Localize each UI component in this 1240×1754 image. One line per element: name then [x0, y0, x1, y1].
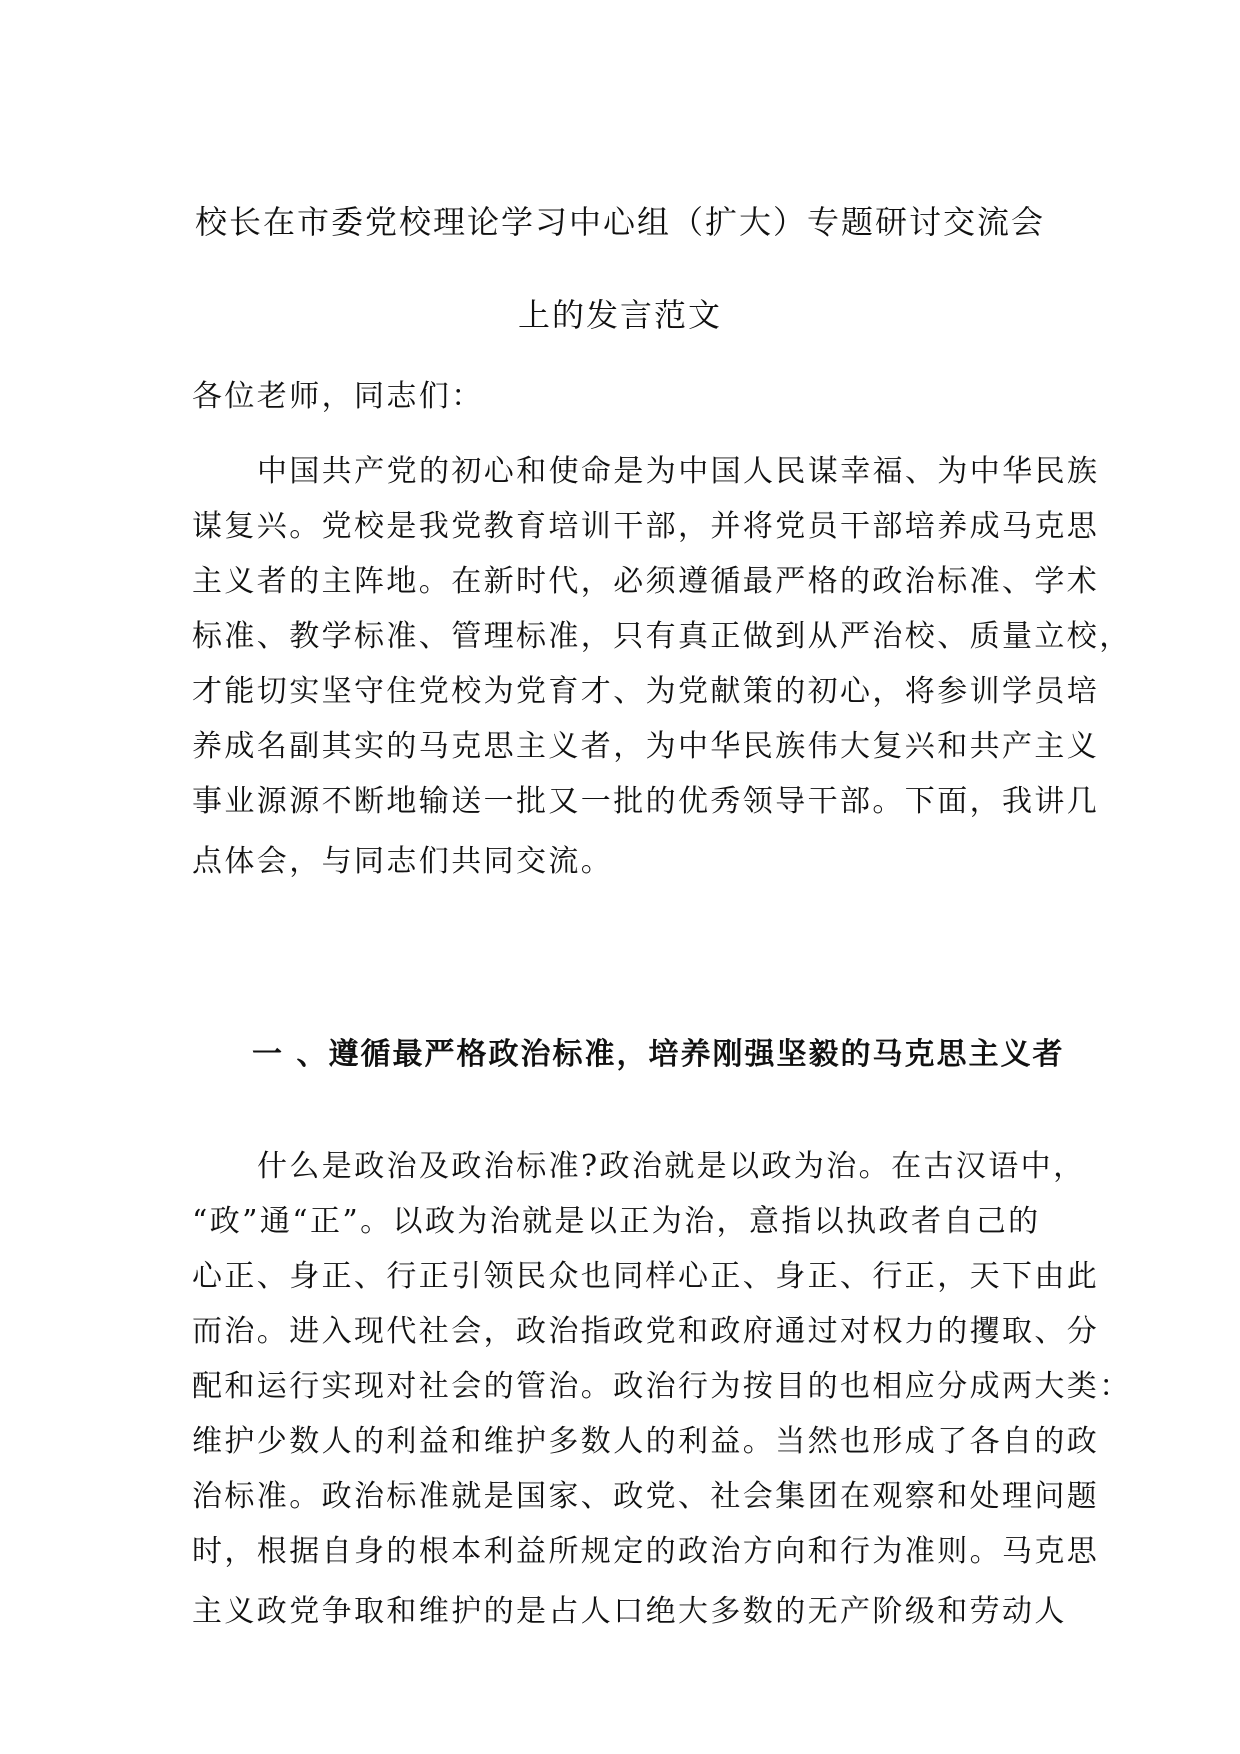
paragraph-1-line: 事业源源不断地输送一批又一批的优秀领导干部。下面，我讲几	[192, 784, 1100, 819]
paragraph-1-line: 标准、教学标准、管理标准，只有真正做到从严治校、质量立校，	[192, 619, 1132, 654]
paragraph-2-line: 维护少数人的利益和维护多数人的利益。当然也形成了各自的政	[192, 1424, 1100, 1459]
salutation: 各位老师，同志们：	[192, 379, 484, 414]
paragraph-1-line: 谋复兴。党校是我党教育培训干部，并将党员干部培养成马克思	[192, 509, 1100, 544]
paragraph-1-line: 才能切实坚守住党校为党育才、为党献策的初心，将参训学员培	[192, 674, 1100, 709]
document-title-line-2: 上的发言范文	[517, 296, 722, 334]
paragraph-2-line: 时，根据自身的根本利益所规定的政治方向和行为准则。马克思	[192, 1534, 1100, 1569]
paragraph-1-line: 养成名副其实的马克思主义者，为中华民族伟大复兴和共产主义	[192, 729, 1100, 764]
paragraph-1-line: 主义者的主阵地。在新时代，必须遵循最严格的政治标准、学术	[192, 564, 1100, 599]
paragraph-1-line: 点体会，与同志们共同交流。	[192, 844, 614, 879]
section-1-heading: 一 、遵循最严格政治标准，培养刚强坚毅的马克思主义者	[252, 1037, 1065, 1072]
document-title-line-1: 校长在市委党校理论学习中心组（扩大）专题研讨交流会	[194, 203, 1045, 241]
paragraph-1-line: 中国共产党的初心和使命是为中国人民谋幸福、为中华民族	[257, 454, 1100, 489]
paragraph-2-line: 心正、身正、行正引领民众也同样心正、身正、行正，天下由此	[192, 1259, 1100, 1294]
paragraph-2-line: 治标准。政治标准就是国家、政党、社会集团在观察和处理问题	[192, 1479, 1100, 1514]
paragraph-2-line: 什么是政治及政治标准?政治就是以政为治。在古汉语中，	[257, 1149, 1086, 1184]
paragraph-2-line: 主义政党争取和维护的是占人口绝大多数的无产阶级和劳动人	[192, 1594, 1067, 1629]
paragraph-2-line: “政”通“正”。以政为治就是以正为治，意指以执政者自己的	[192, 1204, 1041, 1239]
paragraph-2-line: 配和运行实现对社会的管治。政治行为按目的也相应分成两大类：	[192, 1369, 1132, 1404]
paragraph-2-line: 而治。进入现代社会，政治指政党和政府通过对权力的攫取、分	[192, 1314, 1100, 1349]
